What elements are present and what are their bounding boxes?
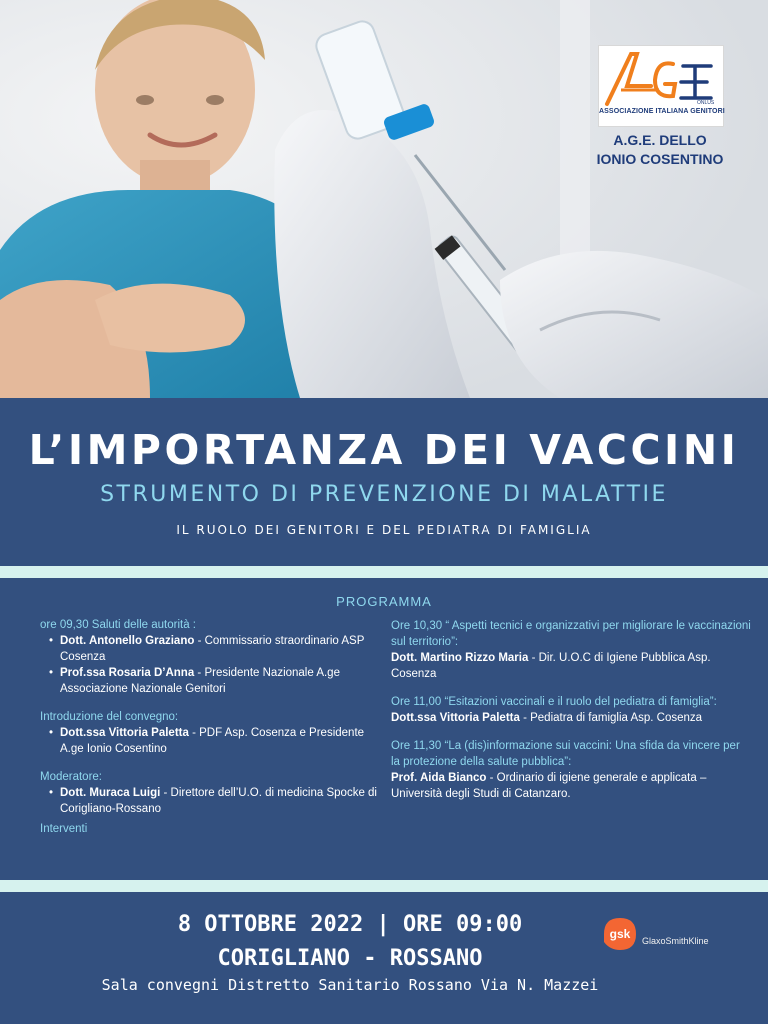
org-name [580, 131, 740, 169]
list-item: • Dott. Muraca Luigi - Direttore dell’U.O. di medicina Spocke di Corigliano-Rossano [60, 785, 385, 817]
talks-heading: Interventi [40, 823, 88, 835]
gsk-icon [600, 916, 640, 952]
logo-subtitle: ASSOCIAZIONE ITALIANA GENITORI [599, 108, 725, 115]
intro-heading: Introduzione del convegno: [40, 711, 179, 723]
title-band [0, 398, 768, 564]
moderator-heading: Moderatore: [40, 771, 103, 783]
moderator-list [40, 785, 385, 817]
event-footer [0, 892, 768, 1024]
event-place: CORIGLIANO - ROSSANO [217, 946, 483, 971]
program-title: PROGRAMMA [336, 594, 432, 609]
sub-title: STRUMENTO DI PREVENZIONE DI MALATTIE [100, 482, 668, 507]
greetings-heading: ore 09,30 Saluti delle autorità : [40, 619, 196, 631]
talk-item: Ore 10,30 “ Aspetti tecnici e organizzativi per migliorare le vaccinazioni sul territorio”: Dott. Martino Rizzo Maria - Dir. U.O.C di Igiene Pubblica Asp. Cosenza [391, 620, 751, 680]
org-name-line1: A.G.E. DELLO [613, 132, 707, 148]
divider-stripe-top [0, 566, 768, 578]
divider-stripe-bottom [0, 880, 768, 892]
list-item: • Dott.ssa Vittoria Paletta - PDF Asp. Cosenza e Presidente A.ge Ionio Cosentino [60, 725, 385, 757]
event-date: 8 OTTOBRE 2022 | ORE 09:00 [177, 912, 523, 937]
greetings-list [40, 633, 385, 697]
intro-list [40, 725, 385, 757]
program-section [0, 578, 768, 880]
sponsor-name: GlaxoSmithKline [642, 936, 709, 946]
sponsor-logo [600, 916, 730, 952]
age-logo [598, 45, 724, 127]
program-left-column [40, 617, 385, 837]
main-title: L’IMPORTANZA DEI VACCINI [28, 426, 740, 474]
program-right-column [391, 618, 751, 802]
list-item: • Prof.ssa Rosaria D’Anna - Presidente Nazionale A.ge Associazione Nazionale Genitori [60, 665, 385, 697]
tagline: IL RUOLO DEI GENITORI E DEL PEDIATRA DI FAMIGLIA [176, 523, 592, 537]
hero-photo [0, 0, 768, 398]
talk-item: Ore 11,00 “Esitazioni vaccinali e il ruolo del pediatra di famiglia”: Dott.ssa Vittoria Paletta - Pediatra di famiglia Asp. Cosenza [391, 696, 717, 724]
org-name-line2: IONIO COSENTINO [596, 151, 724, 167]
logo-onlus: ONLUS [697, 100, 715, 106]
child-hand [95, 284, 245, 353]
event-venue: Sala convegni Distretto Sanitario Rossano Via N. Mazzei [101, 976, 599, 994]
list-item: • Dott. Antonello Graziano - Commissario straordinario ASP Cosenza [60, 633, 385, 665]
talk-item: Ore 11,30 “La (dis)informazione sui vaccini: Una sfida da vincere per la protezione della salute pubblica”: Prof. Aida Bianco - Ordinario di igiene generale e applicata – Università degli Studi di Catanzaro. [391, 740, 740, 800]
svg-text:gsk: gsk [609, 927, 631, 941]
